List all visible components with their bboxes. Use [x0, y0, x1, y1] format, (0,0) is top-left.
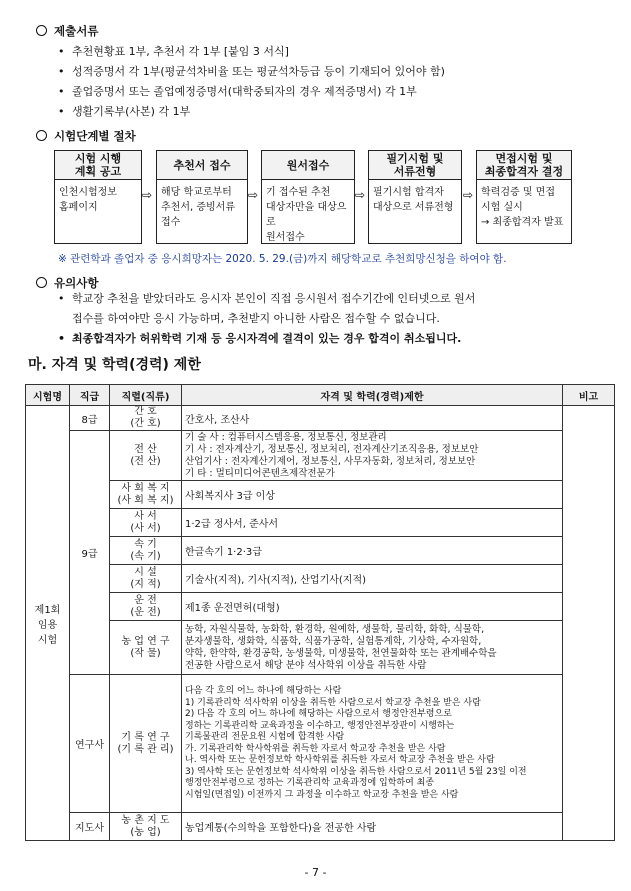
- position-cell: 속 기 (속 기): [110, 537, 182, 565]
- position-cell: 사 서 (사 서): [110, 509, 182, 537]
- table-row: [26, 593, 615, 621]
- qualification-cell: 기술사(지적), 기사(지적), 산업기사(지적): [182, 565, 563, 593]
- grade-cell: 지도사: [70, 813, 110, 841]
- grade-cell: 연구사: [70, 675, 110, 813]
- process-step-title: 추천서 접수: [157, 151, 247, 180]
- qualification-cell: 농업계통(수의학을 포함한다)을 전공한 사람: [182, 813, 563, 841]
- process-step-body: 필기시험 합격자 대상으로 서류전형: [373, 187, 454, 213]
- arrow-right-icon: ⇨: [247, 188, 259, 202]
- list-item-continuation: 접수를 하여야만 응시 가능하며, 추천받지 아니한 사람은 접수할 수 없습니다.: [72, 312, 440, 325]
- circle-bullet-icon: [36, 25, 47, 36]
- position-cell: 사 회 복 지 (사 회 복 지): [110, 481, 182, 509]
- qualification-cell: 한글속기 1·2·3급: [182, 537, 563, 565]
- qualification-cell: 다음 각 호의 어느 하나에 해당하는 사람 1) 기록관리학 석사학위 이상을 취득한 사람으로서 학교장 추천을 받은 사람 2) 다음 각 호의 어느 하나에 해당하는 사람으로서 행정안전부령으로 정하는 기록관리학 교육과정을 이수하고, 행정안전부장관이 시행하는 기록물관리 전문요원 시험에 합격한 사람 가. 기록관리학 학사학위를 취득한 자로서 학교장 추천을 받은 사람 나. 역사학 또는 문헌정보학 학사학위를 취득한 자로서 학교장 추천을 받은 사람 3) 역사학 또는 문헌정보학 석사학위 이상을 취득한 사람으로서 2011년 5월 23일 이전 행정안전부령으로 정하는 기록관리학 교육과정에 입학하여 최종 시험일(면접일) 이전까지 그 과정을 이수하고 학교장 추천을 받은 사람: [182, 675, 563, 813]
- column-header: 직렬(직류): [110, 385, 182, 406]
- qualification-cell: 제1종 운전면허(대형): [182, 593, 563, 621]
- circle-bullet-icon: [36, 130, 47, 141]
- table-row: [26, 509, 615, 537]
- circle-bullet-icon: [36, 277, 47, 288]
- process-step-body: 인천시험정보 홈페이지: [59, 187, 117, 213]
- position-cell: 간 호 (간 호): [110, 406, 182, 431]
- table-row: [26, 813, 615, 841]
- position-cell: 시 설 (지 적): [110, 565, 182, 593]
- exam-name-cell: 제1회 임용 시험: [26, 406, 70, 841]
- arrow-right-icon: ⇨: [462, 188, 474, 202]
- list-item: • 추천현황표 1부, 추천서 각 1부 [붙임 3 서식]: [58, 45, 289, 58]
- table-header-row: [26, 385, 615, 406]
- table-row: [26, 565, 615, 593]
- column-header: 자격 및 학력(경력)제한: [182, 385, 563, 406]
- table-row: [26, 431, 615, 481]
- column-header: 시험명: [26, 385, 70, 406]
- list-item: • 학교장 추천을 받았더라도 응시자 본인이 직접 응시원서 접수기간에 인터넷으로 원서: [58, 292, 476, 305]
- qualification-cell: 농학, 자원식물학, 농화학, 환경학, 원예학, 생물학, 물리학, 화학, 식물학, 분자생물학, 생화학, 식품학, 식품가공학, 실험통계학, 기상학, 수자원학, 약학, 한약학, 환경공학, 농생물학, 미생물학, 천연물화학 또는 관계배수학을 전공한 사람으로서 해당 분야 석사학위 이상을 취득한 사람: [182, 621, 563, 675]
- process-step: [54, 150, 142, 244]
- process-step: [476, 150, 572, 244]
- qualification-cell: 사회복지사 3급 이상: [182, 481, 563, 509]
- process-step-title: 원서접수: [262, 151, 354, 180]
- position-cell: 기 록 연 구 (기 록 관 리): [110, 675, 182, 813]
- section-title: 마. 자격 및 학력(경력) 제한: [28, 357, 201, 373]
- arrow-right-icon: ⇨: [354, 188, 366, 202]
- grade-cell: 8급: [70, 406, 110, 431]
- list-item: • 생활기록부(사본) 각 1부: [58, 105, 191, 118]
- list-item: • 성적증명서 각 1부(평균석차비율 또는 평균석차등급 등이 기재되어 있어야 함): [58, 65, 445, 78]
- process-step: [261, 150, 355, 244]
- grade-cell: 9급: [70, 431, 110, 675]
- table-row: [26, 537, 615, 565]
- page-number: - 7 -: [304, 866, 327, 879]
- docs-list: [58, 42, 618, 122]
- table-row: [26, 621, 615, 675]
- remarks-cell: [563, 406, 615, 841]
- caution-heading: 유의사항: [36, 275, 98, 291]
- process-step-title: 필기시험 및 서류전형: [369, 151, 461, 180]
- process-note: ※ 관련학과 졸업자 중 응시희망자는 2020. 5. 29.(금)까지 해당학교로 추천희망신청을 하여야 함.: [58, 253, 507, 265]
- position-cell: 농 업 연 구 (작 물): [110, 621, 182, 675]
- table-row: [26, 406, 615, 431]
- list-item: • 졸업증명서 또는 졸업예정증명서(대학중퇴자의 경우 제적증명서) 각 1부: [58, 85, 417, 98]
- process-step-title: 면접시험 및 최종합격자 결정: [477, 151, 571, 180]
- table-row: [26, 481, 615, 509]
- qualification-cell: 기 술 사 : 컴퓨터시스템응용, 정보통신, 정보관리 기 사 : 전자계산기, 정보통신, 정보처리, 전자계산기조직응용, 정보보안 산업기사 : 전자계산기제어, 정보통신, 사무자동화, 정보처리, 정보보안 기 타 : 멀티미디어콘텐츠제작전문가: [182, 431, 563, 481]
- position-cell: 운 전 (운 전): [110, 593, 182, 621]
- docs-heading: 제출서류: [36, 23, 98, 39]
- process-heading: 시험단계별 절차: [36, 128, 136, 144]
- process-step-body: 기 접수된 추천 대상자만을 대상으로 원서접수: [266, 187, 347, 243]
- arrow-right-icon: ⇨: [141, 188, 153, 202]
- qualification-table: [25, 384, 615, 841]
- caution-list: [58, 289, 618, 349]
- process-step: [368, 150, 462, 244]
- process-step-body: 해당 학교로부터 추천서, 증빙서류 접수: [161, 187, 235, 228]
- process-step-title: 시험 시행 계획 공고: [55, 151, 141, 180]
- column-header: 비고: [563, 385, 615, 406]
- qualification-cell: 1·2급 정사서, 준사서: [182, 509, 563, 537]
- process-step-body: 학력검증 및 면접 시험 실시 → 최종합격자 발표: [481, 187, 564, 228]
- process-step: [156, 150, 248, 244]
- position-cell: 전 산 (전 산): [110, 431, 182, 481]
- table-row: [26, 675, 615, 813]
- position-cell: 농 촌 지 도 (농 업): [110, 813, 182, 841]
- list-item: • 최종합격자가 허위학력 기재 등 응시자격에 결격이 있는 경우 합격이 취소됩니다.: [58, 332, 462, 345]
- qualification-cell: 간호사, 조산사: [182, 406, 563, 431]
- column-header: 직급: [70, 385, 110, 406]
